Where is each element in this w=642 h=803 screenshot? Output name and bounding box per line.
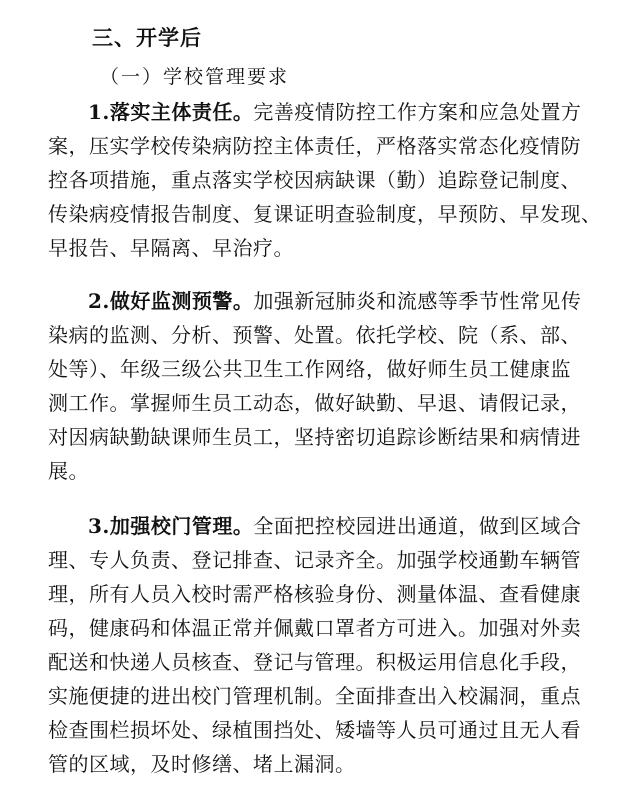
paragraph-line: 检查围栏损坏处、绿植围挡处、矮墙等人员可通过且无人看 — [48, 718, 581, 742]
paragraph-lead: 1.落实主体责任。 — [88, 100, 254, 124]
paragraph-line — [48, 95, 608, 129]
paragraph-line: 实施便捷的进出校门管理机制。全面排查出入校漏洞，重点 — [48, 684, 581, 708]
paragraph-line: 传染病疫情报告制度、复课证明查验制度，早预防、早发现、 — [48, 202, 602, 226]
paragraph-text: 全面把控校园进出通道，做到区域合 — [253, 514, 582, 538]
paragraph-3 — [48, 509, 608, 781]
paragraph-line: 展。 — [48, 459, 89, 483]
paragraph-line: 理，所有人员入校时需严格核验身份、测量体温、查看健康 — [48, 582, 581, 606]
paragraph-line: 码，健康码和体温正常并佩戴口罩者方可进入。加强对外卖 — [48, 616, 581, 640]
paragraph-line: 管的区域，及时修缮、堵上漏洞。 — [48, 752, 356, 776]
paragraph-line: 对因病缺勤缺课师生员工，坚持密切追踪诊断结果和病情进 — [48, 425, 581, 449]
paragraph-text: 加强新冠肺炎和流感等季节性常见传 — [253, 289, 582, 313]
paragraph-line: 案，压实学校传染病防控主体责任，严格落实常态化疫情防 — [48, 134, 581, 158]
subsection-heading: （一）学校管理要求 — [100, 66, 290, 88]
paragraph-1 — [48, 95, 608, 265]
paragraph-line — [48, 509, 608, 543]
paragraph-2 — [48, 284, 608, 488]
paragraph-line: 控各项措施，重点落实学校因病缺课（勤）追踪登记制度、 — [48, 168, 581, 192]
paragraph-line — [48, 284, 608, 318]
paragraph-line: 测工作。掌握师生员工动态，做好缺勤、早退、请假记录， — [48, 391, 581, 415]
paragraph-line: 处等）、年级三级公共卫生工作网络，做好师生员工健康监 — [48, 357, 571, 381]
paragraph-line: 早报告、早隔离、早治疗。 — [48, 236, 294, 260]
paragraph-line: 配送和快递人员核查、登记与管理。积极运用信息化手段， — [48, 650, 581, 674]
section-heading: 三、开学后 — [92, 26, 202, 50]
paragraph-lead: 3.加强校门管理。 — [88, 514, 254, 538]
paragraph-lead: 2.做好监测预警。 — [88, 289, 254, 313]
paragraph-text: 完善疫情防控工作方案和应急处置方 — [253, 100, 582, 124]
paragraph-line: 染病的监测、分析、预警、处置。依托学校、院（系、部、 — [48, 323, 581, 347]
paragraph-line: 理、专人负责、登记排查、记录齐全。加强学校通勤车辆管 — [48, 548, 581, 572]
